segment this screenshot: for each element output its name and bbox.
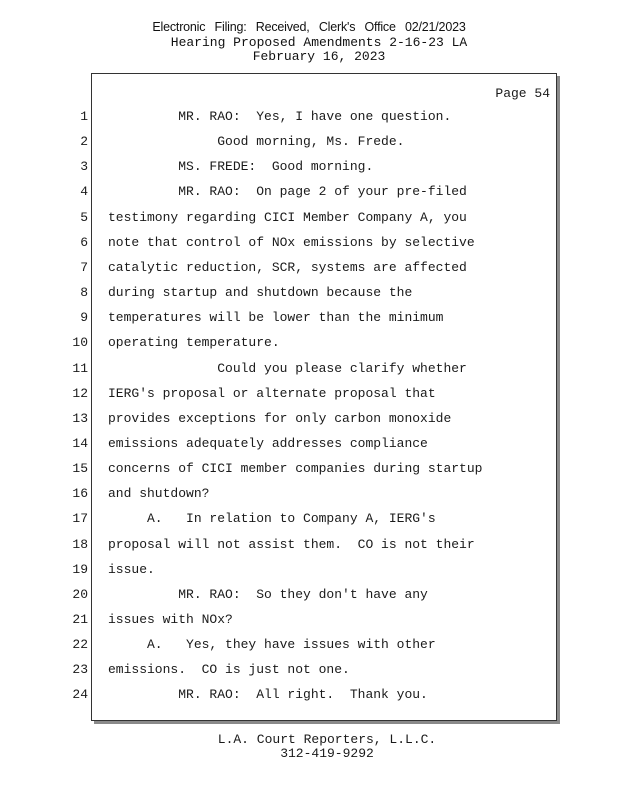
line-number: 18 <box>72 536 88 552</box>
line-number: 24 <box>72 687 88 703</box>
transcript-line: catalytic reduction, SCR, systems are affected <box>108 259 467 275</box>
line-number: 2 <box>80 134 88 150</box>
transcript-line: MR. RAO: So they don't have any <box>108 586 428 602</box>
transcript-line: issues with NOx? <box>108 612 233 627</box>
line-number: 9 <box>80 310 88 326</box>
transcript-line: provides exceptions for only carbon monoxide <box>108 410 452 426</box>
line-number: 3 <box>80 159 88 175</box>
line-number: 19 <box>72 561 88 577</box>
transcript-line: operating temperature. <box>108 335 280 351</box>
line-number: 10 <box>72 335 88 351</box>
transcript-line: MR. RAO: Yes, I have one question. <box>108 109 452 124</box>
transcript-line: MS. FREDE: Good morning. <box>108 159 374 175</box>
electronic-filing-stamp: Electronic Filing: Received, Clerk's Office 02/21/2023 <box>152 20 466 34</box>
transcript-line: MR. RAO: All right. Thank you. <box>108 687 428 703</box>
transcript-line: proposal will not assist them. CO is not their <box>108 536 475 552</box>
transcript-line: testimony regarding CICI Member Company A, you <box>108 209 467 225</box>
transcript-line: emissions. CO is just not one. <box>108 662 350 678</box>
transcript-line: during startup and shutdown because the <box>108 285 413 300</box>
line-number: 13 <box>72 410 88 426</box>
reporter-company: L.A. Court Reporters, L.L.C. <box>217 732 437 747</box>
line-number: 21 <box>72 612 88 627</box>
document-date: February 16, 2023 <box>252 49 386 64</box>
line-number: 7 <box>80 259 88 275</box>
line-number: 15 <box>72 461 88 477</box>
line-number: 6 <box>80 234 88 250</box>
line-number: 20 <box>72 586 88 602</box>
transcript-line: issue. <box>108 561 155 577</box>
page-number: Page 54 <box>495 86 550 101</box>
transcript-line: MR. RAO: On page 2 of your pre-filed <box>108 184 467 200</box>
line-number: 12 <box>72 385 88 401</box>
transcript-line: and shutdown? <box>108 486 210 502</box>
line-number: 1 <box>80 109 88 124</box>
line-number: 22 <box>72 637 88 653</box>
transcript-line: Good morning, Ms. Frede. <box>108 134 405 150</box>
transcript-line: A. Yes, they have issues with other <box>108 637 436 653</box>
reporter-phone: 312-419-9292 <box>280 746 374 761</box>
transcript-line: temperatures will be lower than the minimum <box>108 310 444 326</box>
transcript-line: Could you please clarify whether <box>108 360 467 376</box>
transcript-line: emissions adequately addresses compliance <box>108 435 428 451</box>
line-number: 23 <box>72 662 88 678</box>
document-title: Hearing Proposed Amendments 2-16-23 LA <box>170 35 468 50</box>
transcript-line: A. In relation to Company A, IERG's <box>108 511 436 527</box>
line-number: 11 <box>72 360 88 376</box>
line-number: 16 <box>72 486 88 502</box>
line-number: 17 <box>72 511 88 527</box>
line-number: 14 <box>72 435 88 451</box>
transcript-line: concerns of CICI member companies during startup <box>108 461 483 477</box>
line-number: 4 <box>80 184 88 200</box>
transcript-line: note that control of NOx emissions by selective <box>108 234 475 250</box>
line-number: 5 <box>80 209 88 225</box>
line-number: 8 <box>80 285 88 300</box>
transcript-line: IERG's proposal or alternate proposal that <box>108 385 436 401</box>
